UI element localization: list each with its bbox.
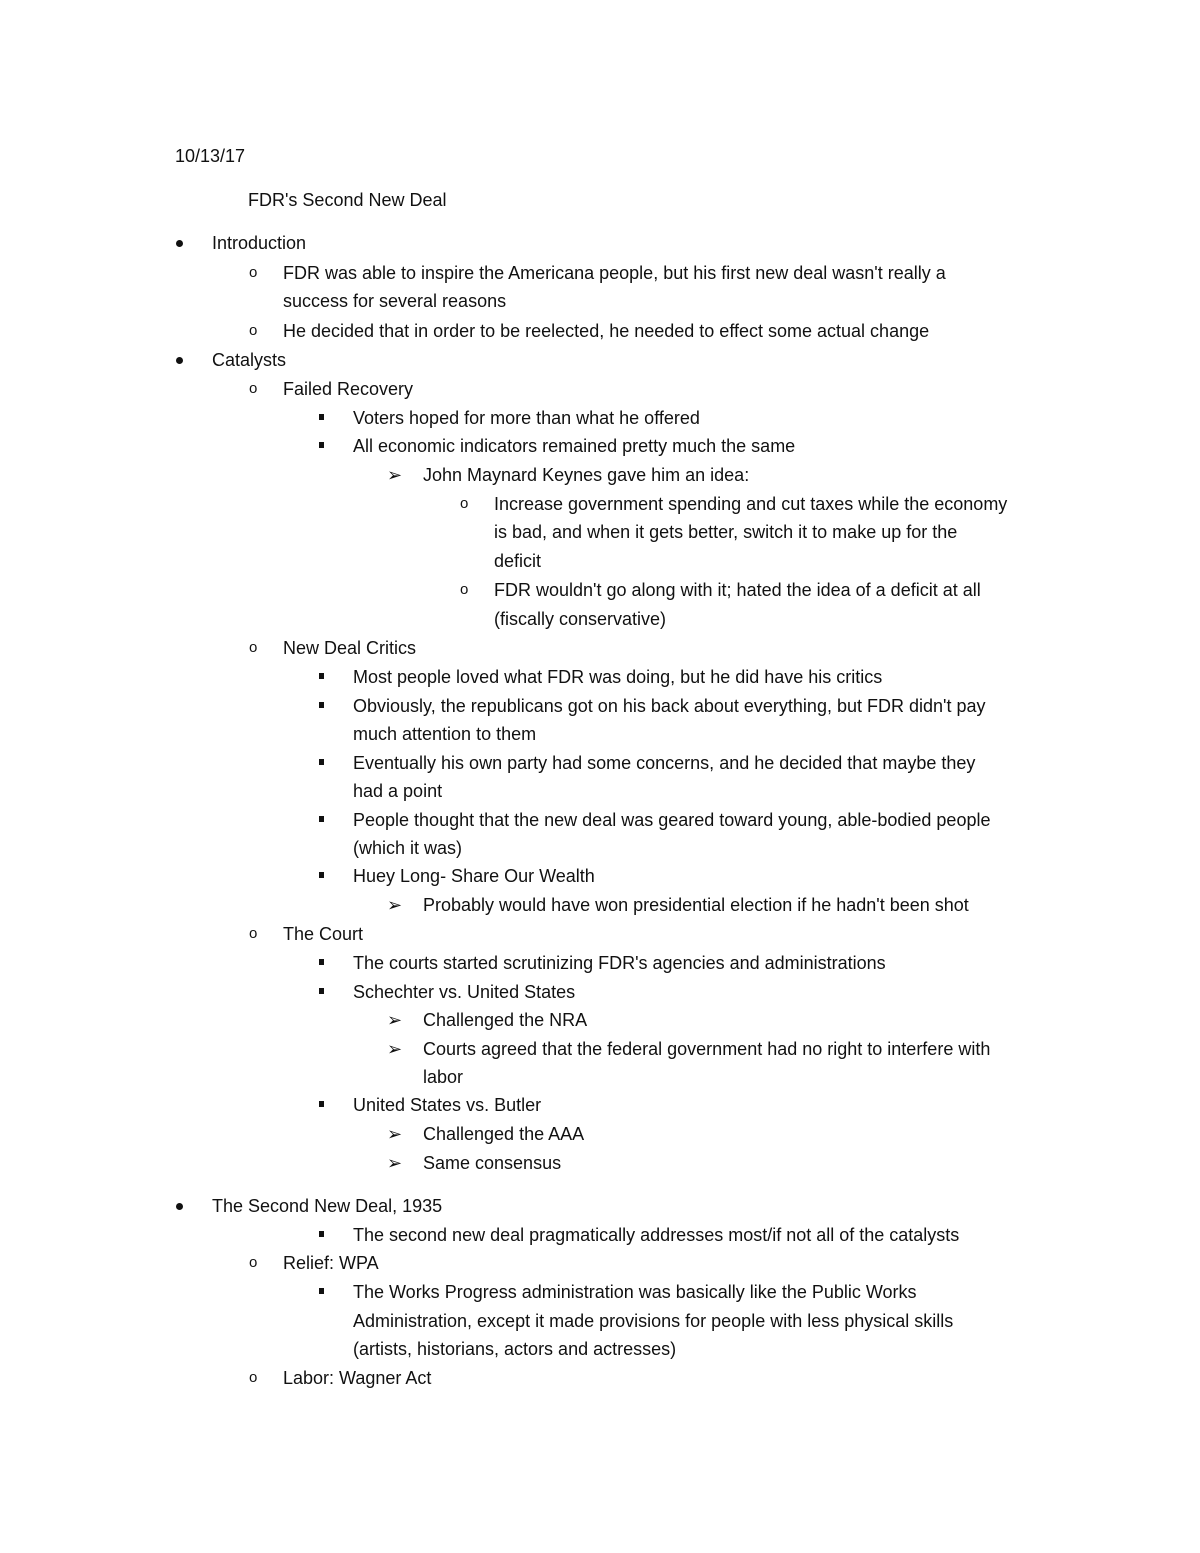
bullet-circle-icon: o (249, 1254, 258, 1271)
list-item: Courts agreed that the federal government had no right to interfere with (423, 1039, 991, 1059)
bullet-circle-icon: o (460, 581, 469, 598)
list-item: Obviously, the republicans got on his back about everything, but FDR didn't pay (353, 696, 986, 716)
list-item: Relief: WPA (283, 1253, 379, 1273)
list-item: Most people loved what FDR was doing, but he did have his critics (353, 667, 883, 687)
bullet-square-icon (319, 414, 324, 420)
list-item: The Works Progress administration was basically like the Public Works (353, 1282, 917, 1302)
arrow-bullet-icon: ➢ (387, 1010, 403, 1030)
bullet-square-icon (319, 1231, 324, 1237)
list-item: Challenged the NRA (423, 1010, 588, 1030)
list-item: (artists, historians, actors and actresses) (353, 1339, 677, 1359)
bullet-square-icon (319, 988, 324, 994)
list-item: much attention to them (353, 724, 537, 744)
bullet-circle-icon: o (249, 380, 258, 397)
bullet-square-icon (319, 959, 324, 965)
list-item: (which it was) (353, 838, 463, 858)
bullet-circle-icon: o (249, 264, 258, 281)
list-item: Probably would have won presidential election if he hadn't been shot (423, 895, 969, 915)
list-item: Voters hoped for more than what he offered (353, 408, 700, 428)
list-item: Schechter vs. United States (353, 982, 576, 1002)
list-item: success for several reasons (283, 291, 507, 311)
bullet-square-icon (319, 1101, 324, 1107)
bullet-square-icon (319, 673, 324, 679)
list-item: John Maynard Keynes gave him an idea: (423, 465, 750, 485)
list-item: Labor: Wagner Act (283, 1368, 432, 1388)
bullet-square-icon (319, 759, 324, 765)
list-item: He decided that in order to be reelected, he needed to effect some actual change (283, 321, 930, 341)
arrow-bullet-icon: ➢ (387, 1153, 403, 1173)
list-item: Huey Long- Share Our Wealth (353, 866, 595, 886)
bullet-square-icon (319, 702, 324, 708)
arrow-bullet-icon: ➢ (387, 895, 403, 915)
arrow-bullet-icon: ➢ (387, 465, 403, 485)
list-item: All economic indicators remained pretty much the same (353, 436, 796, 456)
list-item: (fiscally conservative) (494, 609, 667, 629)
bullet-square-icon (319, 816, 324, 822)
bullet-dot-icon (176, 240, 183, 247)
list-item: Introduction (212, 233, 307, 253)
list-item: People thought that the new deal was geared toward young, able-bodied people (353, 810, 991, 830)
bullet-square-icon (319, 872, 324, 878)
list-item: Catalysts (212, 350, 287, 370)
list-item: Same consensus (423, 1153, 562, 1173)
list-item: Administration, except it made provisions for people with less physical skills (353, 1311, 954, 1331)
bullet-square-icon (319, 1288, 324, 1294)
bullet-circle-icon: o (249, 1369, 258, 1386)
bullet-circle-icon: o (249, 925, 258, 942)
bullet-circle-icon: o (249, 322, 258, 339)
arrow-bullet-icon: ➢ (387, 1039, 403, 1059)
list-item: Challenged the AAA (423, 1124, 585, 1144)
list-item: The Court (283, 924, 364, 944)
list-item: is bad, and when it gets better, switch it to make up for the (494, 522, 958, 542)
list-item: Eventually his own party had some concerns, and he decided that maybe they (353, 753, 976, 773)
date-line: 10/13/17 (175, 146, 246, 166)
document-title: FDR's Second New Deal (248, 190, 447, 210)
list-item: United States vs. Butler (353, 1095, 542, 1115)
bullet-circle-icon: o (249, 639, 258, 656)
list-item: New Deal Critics (283, 638, 417, 658)
list-item: labor (423, 1067, 464, 1087)
bullet-dot-icon (176, 357, 183, 364)
list-item: Increase government spending and cut taxes while the economy (494, 494, 1008, 514)
list-item: FDR was able to inspire the Americana people, but his first new deal wasn't really a (283, 263, 946, 283)
list-item: The Second New Deal, 1935 (212, 1196, 443, 1216)
bullet-dot-icon (176, 1203, 183, 1210)
bullet-circle-icon: o (460, 495, 469, 512)
arrow-bullet-icon: ➢ (387, 1124, 403, 1144)
list-item: Failed Recovery (283, 379, 414, 399)
list-item: The courts started scrutinizing FDR's agencies and administrations (353, 953, 886, 973)
bullet-square-icon (319, 442, 324, 448)
list-item: The second new deal pragmatically addresses most/if not all of the catalysts (353, 1225, 960, 1245)
list-item: had a point (353, 781, 443, 801)
list-item: FDR wouldn't go along with it; hated the idea of a deficit at all (494, 580, 981, 600)
list-item: deficit (494, 551, 542, 571)
